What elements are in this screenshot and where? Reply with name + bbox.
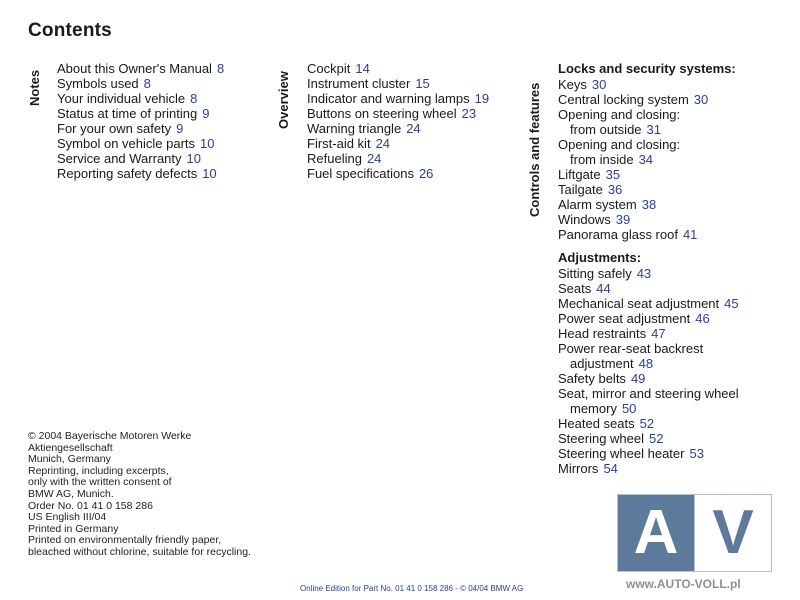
copyright-line: US English III/04: [28, 511, 107, 524]
entry-page: 54: [603, 461, 618, 476]
toc-entry[interactable]: [558, 77, 739, 92]
toc-entry[interactable]: [57, 61, 224, 76]
toc-entry[interactable]: [558, 356, 739, 371]
entry-text: Heated seats: [558, 416, 635, 431]
toc-entry[interactable]: [558, 107, 739, 122]
entry-page: 15: [415, 76, 430, 91]
entry-page: 36: [607, 182, 623, 197]
toc-entry[interactable]: [558, 401, 739, 416]
entry-page: 10: [186, 151, 201, 166]
entry-page: 10: [202, 166, 217, 181]
entry-text: For your own safety: [57, 121, 172, 136]
entry-page: 31: [646, 122, 662, 137]
entry-text: Status at time of printing: [57, 106, 198, 121]
entry-text: Keys: [558, 77, 587, 92]
subsection-heading-locks: Locks and security systems:: [558, 61, 736, 76]
toc-entry[interactable]: [558, 266, 739, 281]
logo-letter-v: V: [694, 495, 771, 571]
entry-text: Service and Warranty: [57, 151, 182, 166]
toc-entry[interactable]: [558, 212, 739, 227]
copyright-line: only with the written consent of: [28, 476, 172, 489]
toc-entry[interactable]: [307, 106, 489, 121]
toc-entry[interactable]: [307, 136, 489, 151]
toc-entry[interactable]: [558, 227, 739, 242]
entry-page: 39: [615, 212, 631, 227]
entry-page: 52: [649, 431, 664, 446]
toc-entry[interactable]: [558, 371, 739, 386]
copyright-block: [28, 431, 251, 559]
entry-page: 43: [636, 266, 652, 281]
entry-page: 41: [682, 227, 698, 242]
entry-text: adjustment: [570, 356, 634, 371]
copyright-line: Reprinting, including excerpts,: [28, 464, 169, 477]
copyright-line: © 2004 Bayerische Motoren Werke: [28, 430, 192, 442]
toc-entry[interactable]: [558, 326, 739, 341]
overview-list: [307, 61, 489, 181]
entry-page: 30: [591, 77, 607, 92]
toc-entry[interactable]: [558, 296, 739, 311]
copyright-line: Order No. 01 41 0 158 286: [28, 499, 153, 512]
entry-text: Steering wheel heater: [558, 446, 685, 461]
entry-text: Safety belts: [558, 371, 626, 386]
toc-entry[interactable]: [57, 166, 224, 181]
entry-text: Steering wheel: [558, 431, 644, 446]
entry-text: from outside: [570, 122, 642, 137]
entry-text: Warning triangle: [307, 121, 402, 136]
copyright-line: Printed in Germany: [28, 522, 119, 535]
section-label-overview: Overview: [276, 71, 291, 129]
entry-text: Opening and closing:: [558, 107, 681, 122]
copyright-line: Aktiengesellschaft: [28, 441, 113, 454]
toc-entry[interactable]: [307, 61, 489, 76]
toc-entry[interactable]: [307, 166, 489, 181]
toc-entry[interactable]: [57, 76, 224, 91]
entry-page: 30: [693, 92, 709, 107]
toc-entry[interactable]: [558, 281, 739, 296]
logo-letter-a: A: [618, 495, 694, 571]
entry-text: Power rear-seat backrest: [558, 341, 704, 356]
subsection-heading-adjustments: Adjustments:: [558, 250, 642, 265]
entry-text: Indicator and warning lamps: [307, 91, 470, 106]
entry-text: First-aid kit: [307, 136, 371, 151]
watermark-url: www.AUTO-VOLL.pl: [626, 577, 741, 591]
entry-text: Panorama glass roof: [558, 227, 678, 242]
entry-page: 34: [638, 152, 654, 167]
toc-entry[interactable]: [307, 151, 489, 166]
copyright-line: Munich, Germany: [28, 453, 111, 466]
toc-entry[interactable]: [307, 121, 489, 136]
entry-text: About this Owner's Manual: [57, 61, 212, 76]
entry-page: 26: [418, 166, 434, 181]
watermark-logo: [617, 494, 772, 572]
toc-entry[interactable]: [558, 461, 739, 476]
toc-entry[interactable]: [558, 197, 739, 212]
toc-entry[interactable]: [307, 91, 489, 106]
entry-text: Seats: [558, 281, 592, 296]
entry-page: 9: [202, 106, 210, 121]
toc-entry[interactable]: [57, 136, 224, 151]
toc-entry[interactable]: [558, 341, 739, 356]
entry-text: Symbols used: [57, 76, 139, 91]
entry-text: from inside: [570, 152, 634, 167]
notes-list: [57, 61, 224, 181]
section-label-controls: Controls and features: [527, 82, 542, 217]
toc-entry[interactable]: [307, 76, 489, 91]
toc-entry[interactable]: [558, 152, 739, 167]
entry-page: 35: [605, 167, 621, 182]
entry-text: Power seat adjustment: [558, 311, 691, 326]
entry-page: 8: [143, 76, 151, 91]
entry-text: Sitting safely: [558, 266, 632, 281]
entry-text: Symbol on vehicle parts: [57, 136, 196, 151]
entry-page: 38: [641, 197, 657, 212]
entry-page: 24: [366, 151, 382, 166]
entry-page: 48: [638, 356, 654, 371]
toc-entry[interactable]: [558, 137, 739, 152]
entry-page: 19: [474, 91, 490, 106]
toc-entry[interactable]: [558, 446, 739, 461]
toc-entry[interactable]: [558, 122, 739, 137]
entry-text: Your individual vehicle: [57, 91, 186, 106]
copyright-line: BMW AG, Munich.: [28, 487, 114, 500]
entry-text: Mechanical seat adjustment: [558, 296, 720, 311]
toc-entry[interactable]: [558, 311, 739, 326]
entry-text: Opening and closing:: [558, 137, 681, 152]
page-title: Contents: [28, 20, 112, 41]
copyright-line: bleached without chlorine, suitable for recycling.: [28, 545, 251, 558]
entry-text: Head restraints: [558, 326, 647, 341]
entry-text: memory: [570, 401, 617, 416]
entry-page: 24: [406, 121, 421, 136]
toc-entry[interactable]: [558, 182, 739, 197]
section-label-notes: Notes: [27, 69, 42, 106]
entry-page: 8: [216, 61, 225, 76]
entry-page: 24: [375, 136, 391, 151]
entry-page: 50: [621, 401, 637, 416]
toc-entry[interactable]: [57, 106, 224, 121]
entry-page: 8: [190, 91, 198, 106]
entry-page: 53: [689, 446, 704, 461]
entry-text: Instrument cluster: [307, 76, 411, 91]
footer-edition-note: Online Edition for Part No. 01 41 0 158 286 - © 04/04 BMW AG: [300, 584, 524, 593]
entry-text: Windows: [558, 212, 611, 227]
entry-text: Fuel specifications: [307, 166, 414, 181]
entry-page: 44: [596, 281, 611, 296]
toc-entry[interactable]: [57, 121, 224, 136]
toc-entry[interactable]: [558, 167, 739, 182]
entry-text: Buttons on steering wheel: [307, 106, 457, 121]
entry-text: Alarm system: [558, 197, 637, 212]
entry-page: 47: [651, 326, 666, 341]
entry-text: Reporting safety defects: [57, 166, 198, 181]
copyright-line: Printed on environmentally friendly paper,: [28, 534, 222, 547]
entry-page: 10: [200, 136, 215, 151]
entry-text: Cockpit: [307, 61, 351, 76]
toc-entry[interactable]: [558, 386, 739, 401]
entry-text: Tailgate: [558, 182, 603, 197]
toc-entry[interactable]: [57, 91, 224, 106]
entry-text: Central locking system: [558, 92, 689, 107]
entry-page: 49: [630, 371, 646, 386]
entry-page: 46: [695, 311, 710, 326]
entry-page: 23: [461, 106, 477, 121]
entry-page: 45: [724, 296, 739, 311]
entry-page: 14: [355, 61, 370, 76]
entry-text: Mirrors: [558, 461, 599, 476]
entry-page: 9: [176, 121, 184, 136]
entry-page: 52: [639, 416, 655, 431]
entry-text: Refueling: [307, 151, 362, 166]
toc-entry[interactable]: [558, 416, 739, 431]
section-spacer: [558, 242, 739, 250]
toc-entry[interactable]: [558, 431, 739, 446]
entry-text: Liftgate: [558, 167, 601, 182]
toc-entry[interactable]: [57, 151, 224, 166]
toc-entry[interactable]: [558, 92, 739, 107]
controls-list: [558, 61, 739, 476]
entry-text: Seat, mirror and steering wheel: [558, 386, 739, 401]
